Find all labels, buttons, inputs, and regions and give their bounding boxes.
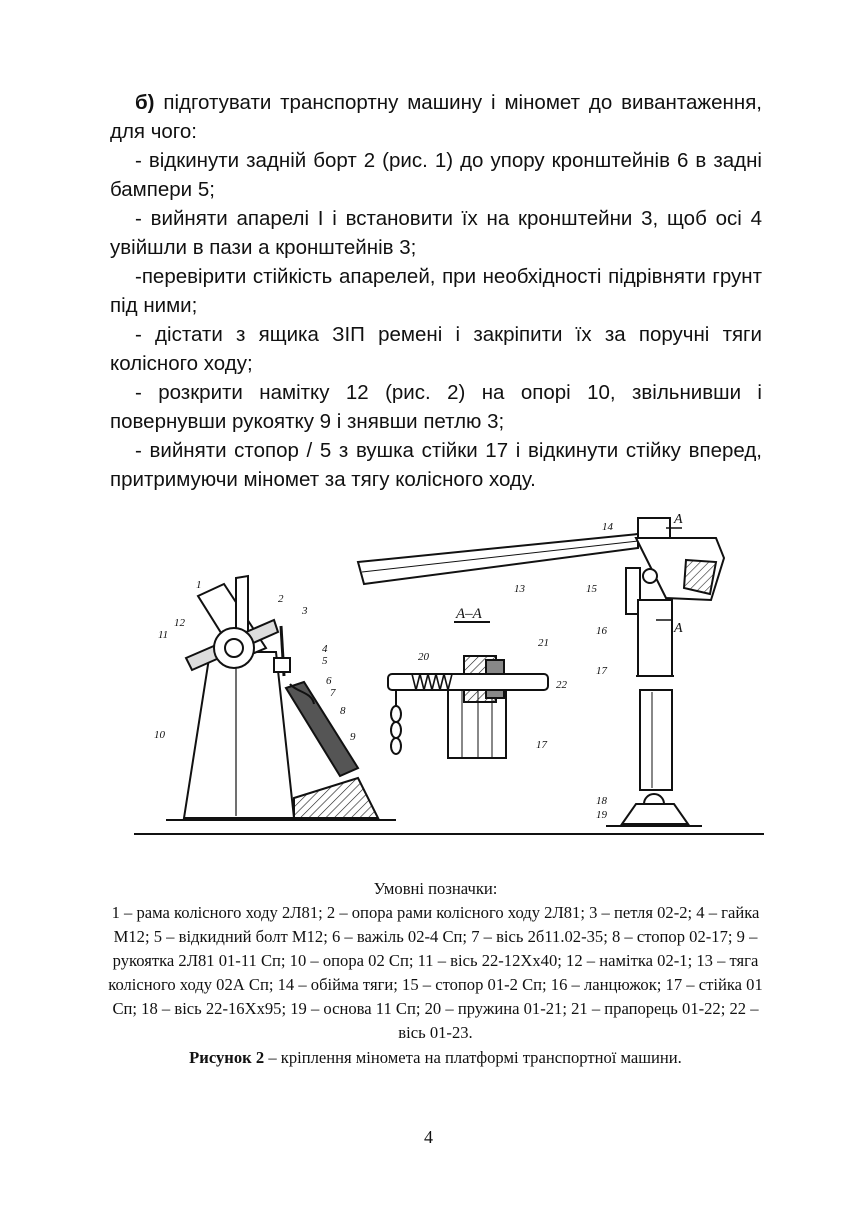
caption-text: – кріплення міномета на платформі транспортної машини. — [264, 1048, 682, 1067]
step-check-ramps: -перевірити стійкість апарелей, при необхідності підрівняти грунт під ними; — [110, 265, 762, 317]
callout-13: 13 — [514, 583, 525, 595]
rod-and-stand — [358, 518, 724, 826]
step-remove-stopper: - вийняти стопор / 5 з вушка стійки 17 і відкинути стійку вперед, притримуючи міномет за тягу колісного ходу. — [110, 439, 762, 491]
callout-9: 9 — [350, 731, 356, 743]
step-open-cover: - розкрити намітку 12 (рис. 2) на опорі 10, звільнивши і повернувши рукоятку 9 і знявши петлю 3; — [110, 381, 762, 433]
callout-19: 19 — [596, 809, 607, 821]
legend-title: Умовні позначки: — [373, 879, 498, 898]
section-mark-bottom: А — [674, 621, 683, 636]
technical-drawing — [126, 508, 766, 853]
callout-10: 10 — [154, 729, 165, 741]
section-label: А–А — [456, 606, 482, 622]
callout-4: 4 — [322, 643, 328, 655]
section-view — [388, 622, 548, 758]
callout-3: 3 — [302, 605, 308, 617]
callout-16: 16 — [596, 625, 607, 637]
callout-2: 2 — [278, 593, 284, 605]
callout-17-section: 17 — [536, 739, 547, 751]
page-number: 4 — [424, 1127, 433, 1147]
section-mark-top: А — [674, 512, 683, 527]
callout-22: 22 — [556, 679, 567, 691]
callout-20: 20 — [418, 651, 429, 663]
item-marker: б) — [135, 91, 155, 114]
callout-1: 1 — [196, 579, 202, 591]
callout-7: 7 — [330, 687, 336, 699]
callout-21: 21 — [538, 637, 549, 649]
mortar-mount-drawing — [126, 508, 766, 853]
callout-6: 6 — [326, 675, 332, 687]
callout-17: 17 — [596, 665, 607, 677]
caption-label: Рисунок 2 — [189, 1048, 265, 1067]
body-text — [110, 88, 762, 494]
step-open-tailgate: - відкинути задній борт 2 (рис. 1) до упору кронштейнів 6 в задні бампери 5; — [110, 149, 762, 201]
callout-11: 11 — [158, 629, 169, 641]
callout-8: 8 — [340, 705, 346, 717]
paragraph-intro: б) підготувати транспортну машину і міномет до вивантаження, для чого: — [110, 91, 762, 143]
step-attach-straps: - дістати з ящика ЗІП ремені і закріпити їх за поручні тяги колісного ходу; — [110, 323, 762, 375]
callout-5: 5 — [322, 655, 328, 667]
callout-15: 15 — [586, 583, 597, 595]
step-install-ramps: - вийняти апарелі I і встановити їх на кронштейни 3, щоб осі 4 увійшли в пази а кронштейнів 3; — [110, 207, 762, 259]
support-assembly — [166, 576, 396, 820]
callout-12: 12 — [174, 617, 185, 629]
figure-legend — [108, 877, 763, 1070]
callout-18: 18 — [596, 795, 607, 807]
legend-body: 1 – рама колісного ходу 2Л81; 2 – опора рами колісного ходу 2Л81; 3 – петля 02-2; 4 – гайка М12; 5 – відкидний болт М12; 6 – важіль 02-4 Сп; 7 – вісь 2б11.02-35; 8 – стопор 02-17; 9 – рукоятка 2Л81 01-11 Сп; 10 – опора 02 Сп; 11 – вісь 22-12Хх40; 12 – намітка 02-1; 13 – тяга колісного ходу 02А Сп; 14 – обійма тяги; 15 – стопор 01-2 Сп; 16 – ланцюжок; 17 – стійка 01 Сп; 18 – вісь 22-16Хх95; 19 – основа 11 Сп; 20 – пружина 01-21; 21 – прапорець 01-22; 22 – вісь 01-23. — [108, 903, 763, 1042]
figure-caption — [108, 1046, 763, 1070]
callout-14: 14 — [602, 521, 613, 533]
